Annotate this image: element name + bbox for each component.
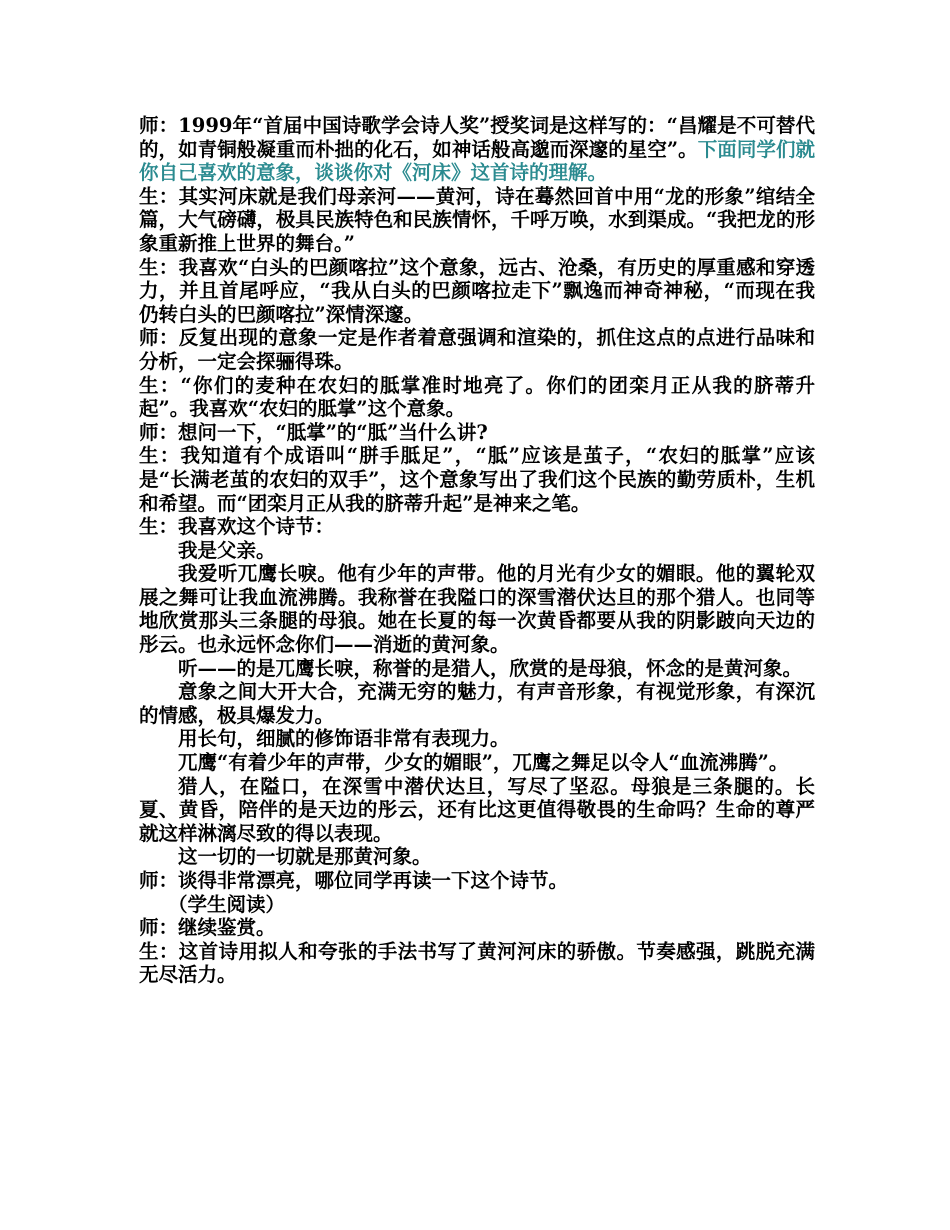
paragraph: 生：这首诗用拟人和夸张的手法书写了黄河河床的骄傲。节奏感强，跳脱充满无尽活力。 [139,939,815,987]
analysis-paragraph: 这一切的一切就是那黄河象。 [178,845,432,869]
paragraph-text: 师：1999年“首届中国诗歌学会诗人奖”授奖词是这样写的：“昌耀是不可替代的，如青铜般凝重而朴拙的化石，如神话般高邈而深邃的星空”。 [139,114,815,161]
paragraph: 生：其实河床就是我们母亲河——黄河，诗在蓦然回首中用“龙的形象”绾结全篇，大气磅礴，极具民族特色和民族情怀，千呼万唤，水到渠成。“我把龙的形象重新推上世界的舞台。” [139,184,815,255]
paragraph: 生：我知道有个成语叫“胼手胝足”，“胝”应该是茧子，“农妇的胝掌”应该是“长满老茧的农妇的双手”，这个意象写出了我们这个民族的勤劳质朴，生机和希望。而“团栾月正从我的脐蒂升起”是神来之笔。 [139,444,815,515]
paragraph: 生：我喜欢“白头的巴颜喀拉”这个意象，远古、沧桑，有历史的厚重感和穿透力，并且首尾呼应，“我从白头的巴颜喀拉走下”飘逸而神奇神秘，“而现在我仍转白头的巴颜喀拉”深情深邃。 [139,255,815,326]
paragraph: 生：“你们的麦种在农妇的胝掌准时地亮了。你们的团栾月正从我的脐蒂升起”。我喜欢“农妇的胝掌”这个意象。 [139,373,815,421]
poem-line: 我是父亲。 [178,538,276,562]
paragraph: 师：继续鉴赏。 [139,916,276,940]
stage-note: （学生阅读） [168,892,286,916]
paragraph: 师：想问一下，“胝掌”的“胝”当什么讲? [139,420,488,444]
paragraph: 生：我喜欢这个诗节： [139,515,335,539]
analysis-paragraph: 听——的是兀鹰长唳，称誉的是猎人，欣赏的是母狼，怀念的是黄河象。 [178,656,803,680]
paragraph: 师：谈得非常漂亮，哪位同学再读一下这个诗节。 [139,869,569,892]
paragraph [139,114,815,185]
poem-stanza: 我爱听兀鹰长唳。他有少年的声带。他的月光有少女的媚眼。他的翼轮双展之舞可让我血流沸腾。我称誉在我隘口的深雪潜伏达旦的那个猎人。也同等地欣赏那头三条腿的母狼。她在长夏的每一次黄昏都要从我的阴影跛向天边的彤云。也永远怀念你们——消逝的黄河象。 [139,562,815,657]
analysis-paragraph: 猎人，在隘口，在深雪中潜伏达旦，写尽了坚忍。母狼是三条腿的。长夏、黄昏，陪伴的是天边的彤云，还有比这更值得敬畏的生命吗？生命的尊严就这样淋漓尽致的得以表现。 [139,774,815,845]
highlighted-question: 下面同学们就你自己喜欢的意象，谈谈你对《河床》这首诗的理解。 [139,137,815,185]
analysis-paragraph: 兀鹰“有着少年的声带，少女的媚眼”，兀鹰之舞足以令人“血流沸腾”。 [178,751,789,775]
analysis-paragraph: 意象之间大开大合，充满无穷的魅力，有声音形象，有视觉形象，有深沉的情感，极具爆发力。 [139,680,815,727]
paragraph: 师：反复出现的意象一定是作者着意强调和渲染的，抓住这点的点进行品味和分析，一定会探骊得珠。 [139,326,815,373]
analysis-paragraph: 用长句，细腻的修饰语非常有表现力。 [178,727,510,751]
document-body [139,114,815,987]
